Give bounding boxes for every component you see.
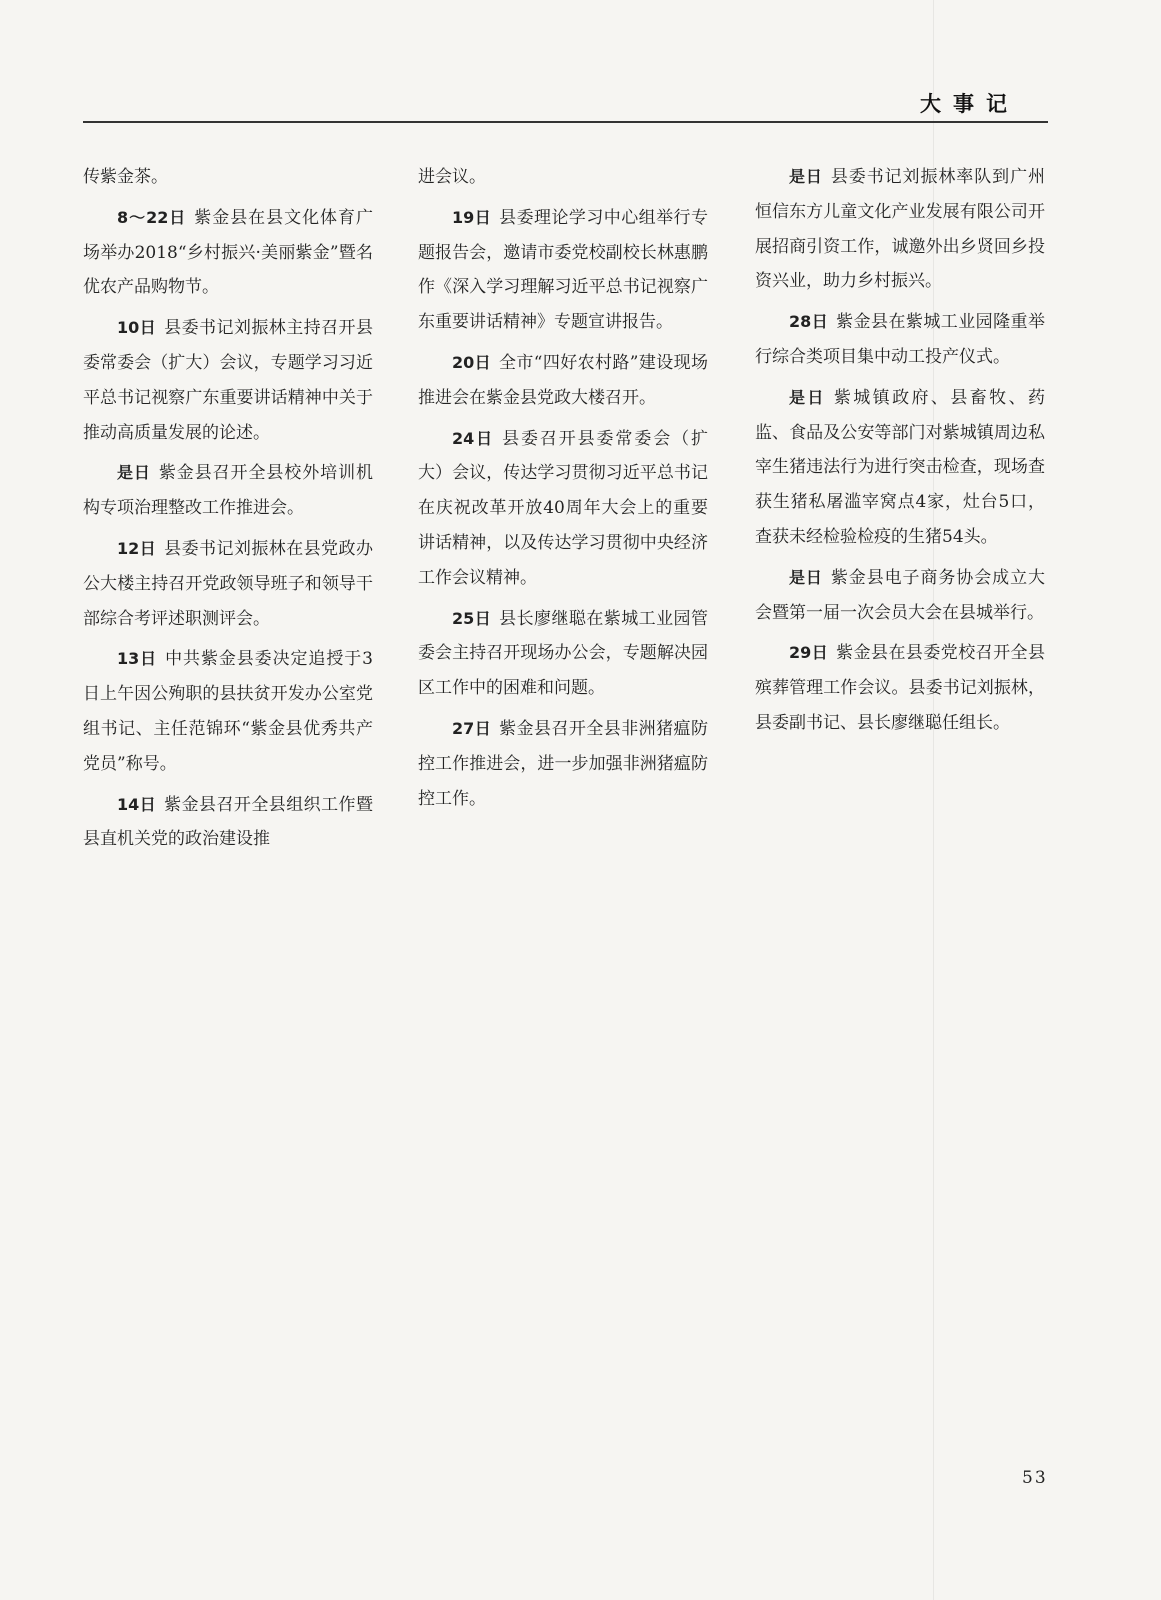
entry-text: 紫金县在县委党校召开全县殡葬管理工作会议。县委书记刘振林，县委副书记、县长廖继聪任组长。	[755, 643, 1045, 733]
entry-date: 10日	[117, 318, 157, 338]
entry-date: 是日	[117, 463, 151, 483]
entry-date: 8～22日	[117, 207, 187, 227]
entry-text: 县委书记刘振林在县党政办公大楼主持召开党政领导班子和领导干部综合考评述职测评会。	[83, 538, 373, 629]
entry-date: 是日	[789, 387, 826, 407]
chronicle-entry	[755, 305, 1045, 375]
entry-date: 是日	[789, 167, 823, 186]
entry-text: 进会议。	[418, 167, 486, 187]
entry-text: 紫金县召开全县非洲猪瘟防控工作推进会，进一步加强非洲猪瘟防控工作。	[418, 718, 708, 809]
entry-date: 是日	[789, 567, 823, 587]
entry-text: 县委书记刘振林主持召开县委常委会（扩大）会议，专题学习习近平总书记视察广东重要讲话精神中关于推动高质量发展的论述。	[83, 318, 373, 443]
entry-date: 14日	[117, 794, 157, 814]
entry-date: 13日	[117, 649, 158, 669]
page-number: 53	[1022, 1468, 1048, 1488]
entry-text: 县委召开县委常委会（扩大）会议，传达学习贯彻习近平总书记在庆祝改革开放40周年大会上的重要讲话精神，以及传达学习贯彻中央经济工作会议精神。	[418, 428, 708, 588]
chronicle-entry	[418, 346, 708, 416]
chronicle-entry	[418, 712, 708, 816]
entry-text: 全市“四好农村路”建设现场推进会在紫金县党政大楼召开。	[418, 352, 708, 408]
chronicle-entry	[755, 381, 1045, 555]
text-column-2	[418, 160, 708, 822]
entry-date: 24日	[452, 428, 495, 448]
entry-text: 紫金县召开全县组织工作暨县直机关党的政治建设推	[83, 794, 373, 850]
entry-text: 传紫金茶。	[83, 167, 168, 187]
chronicle-entry	[418, 422, 708, 596]
chronicle-entry	[83, 642, 373, 781]
entry-text: 紫金县在县文化体育广场举办2018“乡村振兴·美丽紫金”暨名优农产品购物节。	[83, 207, 373, 298]
text-column-3	[755, 160, 1045, 747]
entry-date: 19日	[452, 207, 492, 227]
chronicle-entry	[83, 160, 373, 195]
entry-text: 县委书记刘振林率队到广州恒信东方儿童文化产业发展有限公司开展招商引资工作，诚邀外出乡贤回乡投资兴业，助力乡村振兴。	[755, 167, 1045, 292]
section-title: 大事记	[920, 92, 1019, 116]
chronicle-entry	[83, 788, 373, 858]
entry-date: 27日	[452, 718, 492, 738]
text-column-1	[83, 160, 373, 863]
entry-text: 紫金县召开全县校外培训机构专项治理整改工作推进会。	[83, 463, 373, 519]
chronicle-entry	[418, 160, 708, 195]
entry-text: 紫金县在紫城工业园隆重举行综合类项目集中动工投产仪式。	[755, 312, 1045, 367]
entry-date: 20日	[452, 352, 492, 372]
chronicle-entry	[418, 201, 708, 340]
chronicle-entry	[418, 602, 708, 706]
chronicle-entry	[755, 636, 1045, 740]
entry-text: 县委理论学习中心组举行专题报告会，邀请市委党校副校长林惠鹏作《深入学习理解习近平总书记视察广东重要讲话精神》专题宣讲报告。	[418, 207, 708, 333]
chronicle-entry	[755, 160, 1045, 299]
chronicle-entry	[755, 561, 1045, 631]
entry-date: 12日	[117, 538, 157, 558]
entry-date: 25日	[452, 608, 492, 628]
chronicle-entry	[83, 532, 373, 636]
header-divider	[83, 121, 1048, 123]
entry-text: 县长廖继聪在紫城工业园管委会主持召开现场办公会，专题解决园区工作中的困难和问题。	[418, 608, 708, 699]
chronicle-entry	[83, 311, 373, 450]
entry-text: 中共紫金县委决定追授于3日上午因公殉职的县扶贫开发办公室党组书记、主任范锦环“紫金县优秀共产党员”称号。	[83, 649, 373, 774]
entry-text: 紫城镇政府、县畜牧、药监、食品及公安等部门对紫城镇周边私宰生猪违法行为进行突击检查，现场查获生猪私屠滥宰窝点4家，灶台5口，查获未经检验检疫的生猪54头。	[755, 387, 1045, 547]
entry-date: 28日	[789, 312, 829, 332]
chronicle-entry	[83, 201, 373, 305]
entry-text: 紫金县电子商务协会成立大会暨第一届一次会员大会在县城举行。	[755, 567, 1045, 623]
chronicle-entry	[83, 456, 373, 526]
entry-date: 29日	[789, 643, 829, 663]
